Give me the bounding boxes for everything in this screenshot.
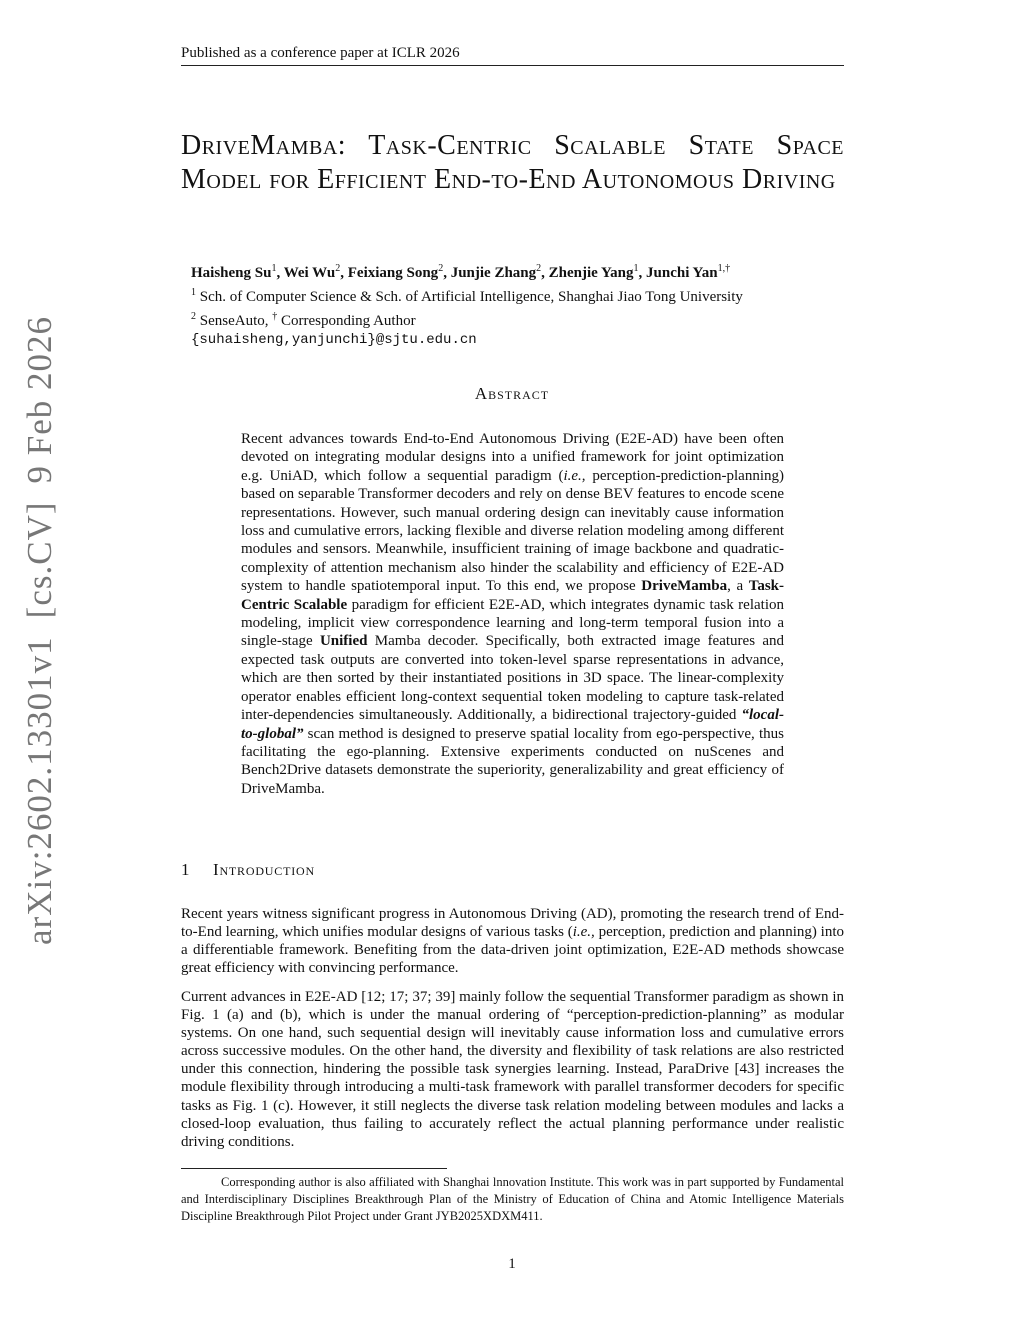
author-name: Junjie Zhang xyxy=(450,265,537,281)
para-italic: i.e., xyxy=(572,924,595,941)
abstract-text: paradigm for efficient E2E-AD, which integrates dynamic task relation modeling, implicit view correspondence learning and long-term temporal fusion into a single-stage xyxy=(241,596,784,650)
affil-text: Corresponding Author xyxy=(277,313,416,329)
page-number: 1 xyxy=(508,1256,516,1272)
running-header: Published as a conference paper at ICLR 2026 xyxy=(181,44,844,66)
footnote: Corresponding author is also affiliated with Shanghai lnnovation Institute. This work was in part supported by Fundamental and Interdisciplinary Disciplines Breakthrough Plan of the Ministry of Education of China and Atomic Intelligence Materials Discipline Breakthrough Pilot Project under Grant JYB2025XDXM411. xyxy=(181,1175,844,1223)
author-affil-sup: 1 xyxy=(633,263,639,274)
abstract-body xyxy=(241,430,784,798)
intro-paragraph-2: Current advances in E2E-AD [12; 17; 37; 39] mainly follow the sequential Transformer paradigm as shown in Fig. 1 (a) and (b), which is under the manual ordering of “perception-prediction-planning” as modular systems. On one hand, such sequential design will inevitably cause information loss and cumulative errors across successive modules. On the other hand, the diversity and flexibility of task relations are also restricted under this connection, hindering the possible task synergies learning. Instead, ParaDrive [43] increases the module flexibility through introducing a multi-task framework with parallel transformer decoders for specific tasks as Fig. 1 (c). However, it still neglects the diverse task relation modeling between modules and lacks a closed-loop evaluation, thus failing to accurately reflect the actual planning performance under realistic driving conditions. xyxy=(181,989,844,1150)
section-heading xyxy=(181,860,315,880)
section-number: 1 xyxy=(181,860,191,879)
affil-text: SenseAuto, xyxy=(196,313,273,329)
abstract-bold-italic: “local-to-global” xyxy=(241,707,784,742)
footnote-rule xyxy=(181,1168,447,1169)
affil-sup: 1 xyxy=(191,287,196,298)
abstract-bold: Task-Centric Scalable xyxy=(241,578,784,613)
author-name: Haisheng Su xyxy=(191,265,272,281)
abstract-text: , a xyxy=(727,578,749,595)
author-affil-sup: 2 xyxy=(438,263,444,274)
author-list xyxy=(191,259,851,283)
abstract-text: scan method is designed to preserve spatial locality from ego-perspective, thus facilitating the ego-planning. Extensive experiments conducted on nuScenes and Bench2Drive datasets demonstrate the superiority, generalizability and great efficiency of DriveMamba. xyxy=(241,725,784,797)
arxiv-category: [cs.CV] xyxy=(20,501,59,619)
abstract-text: perception-prediction-planning) based on separable Transformer decoders and rely on dense BEV features to encode scene representations. However, such manual ordering design can inevitably cause information loss and cumulative errors, lacking flexible and diverse relation modeling among different modules and sensors. Meanwhile, insufficient training of image backbone and quadratic-complexity of attention mechanism also hinder the scalability and efficiency of E2E-AD system to handle spatiotemporal input. To this end, we propose xyxy=(241,467,784,595)
arxiv-stamp xyxy=(20,316,60,945)
author-affil-sup: 2 xyxy=(536,263,542,274)
author-name: Zhenjie Yang xyxy=(548,265,634,281)
para-text: perception, prediction and planning) into a differentiable framework. Benefiting from the data-driven joint optimization, E2E-AD methods showcase great efficiency with convincing performance. xyxy=(181,924,844,977)
affil-text: Sch. of Computer Science & Sch. of Artificial Intelligence, Shanghai Jiao Tong University xyxy=(196,289,743,305)
para-text: Recent years witness significant progress in Autonomous Driving (AD), promoting the research trend of End-to-End learning, which unifies modular designs of various tasks ( xyxy=(181,906,844,941)
arxiv-date: 9 Feb 2026 xyxy=(20,315,59,484)
paper-title: DriveMamba: Task-Centric Scalable State Space Model for Efficient End-to-End Autonomous Driving xyxy=(181,130,844,195)
author-name: Junchi Yan xyxy=(646,265,718,281)
abstract-bold: DriveMamba xyxy=(641,578,728,595)
author-sep: , xyxy=(340,265,348,281)
affil-sup: 2 xyxy=(191,311,196,322)
author-name: Feixiang Song xyxy=(347,265,439,281)
section-title: Introduction xyxy=(213,860,315,879)
abstract-bold: Unified xyxy=(319,633,368,650)
author-sep: , xyxy=(276,265,284,281)
affiliation-1 xyxy=(191,283,851,307)
arxiv-id: arXiv:2602.13301v1 xyxy=(20,636,59,945)
intro-paragraph-1 xyxy=(181,905,844,977)
author-affil-sup: 2 xyxy=(335,263,341,274)
author-sep: , xyxy=(638,265,647,281)
abstract-text: Mamba decoder. Specifically, both extracted image features and expected task outputs are converted into token-level sparse representations in advance, which are then sorted by their instantiated positions in 3D space. The linear-complexity operator enables efficient long-context sequential token modeling to capture task-related inter-dependencies simultaneously. Additionally, a bidirectional trajectory-guided xyxy=(241,633,785,724)
author-affil-sup: 1 xyxy=(271,263,277,274)
abstract-text: Recent advances towards End-to-End Autonomous Driving (E2E-AD) have been often devoted on integrating modular designs into a unified framework for joint optimization e.g. UniAD, which follow a sequential paradigm ( xyxy=(241,431,784,484)
author-sep: , xyxy=(541,265,549,281)
author-block xyxy=(191,259,851,350)
abstract-heading: Abstract xyxy=(474,384,550,403)
author-name: Wei Wu xyxy=(283,265,336,281)
author-sep: , xyxy=(443,265,451,281)
affiliation-2 xyxy=(191,307,851,331)
author-affil-sup: 1,† xyxy=(717,263,731,274)
abstract-italic: i.e., xyxy=(563,467,586,484)
dagger-sup: † xyxy=(272,311,278,322)
author-email: {suhaisheng,yanjunchi}@sjtu.edu.cn xyxy=(191,332,477,348)
